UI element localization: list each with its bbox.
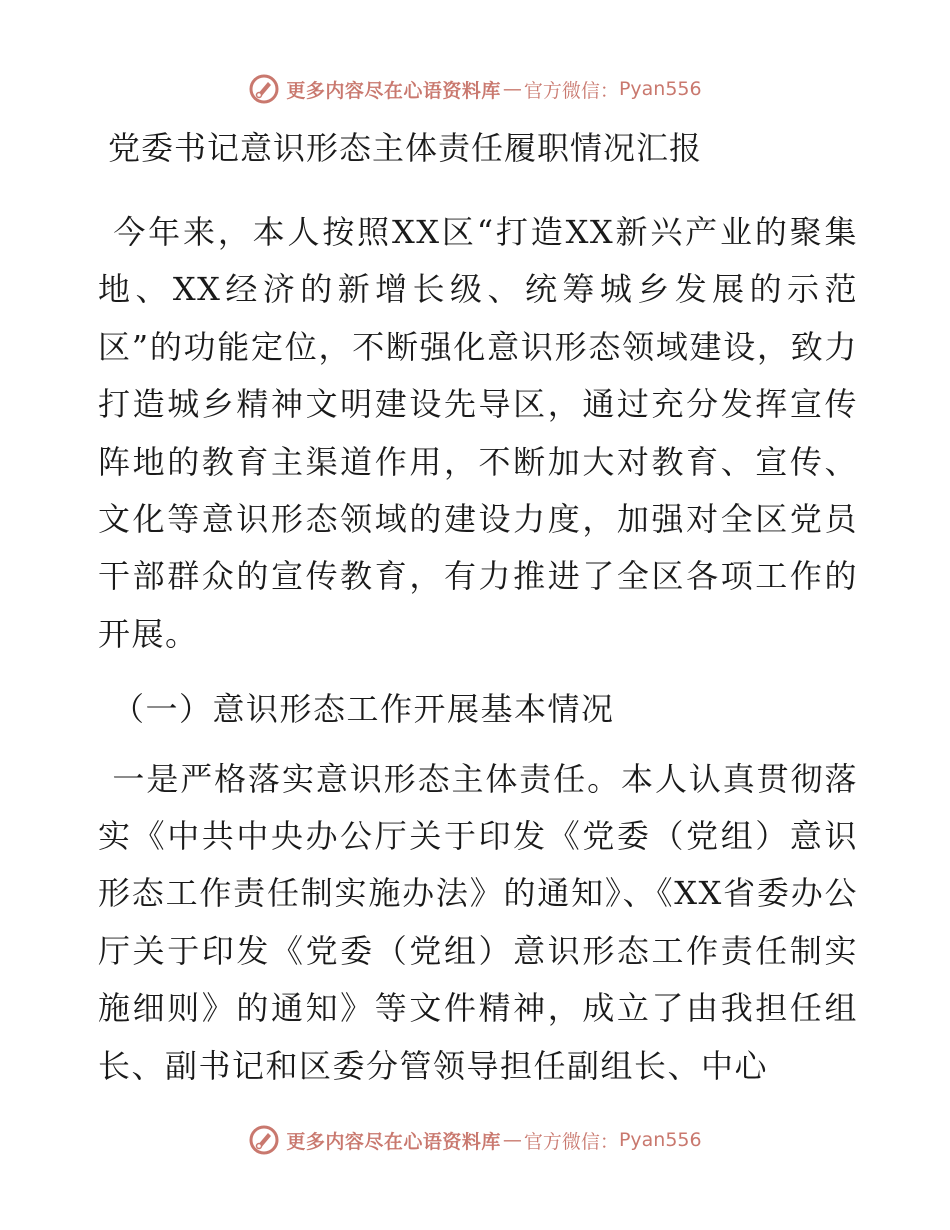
watermark-brand-text: 更多内容尽在心语资料库 [286,79,501,102]
brand-logo-icon [248,1124,280,1156]
paragraph-responsibility [98,751,858,1095]
watermark-dash: — [502,78,522,100]
watermark-wechat-label: 官方微信： [523,79,619,102]
document-title: 党委书记意识形态主体责任履职情况汇报 [108,129,703,167]
paragraph-intro [98,204,858,663]
watermark-brand-text: 更多内容尽在心语资料库 [286,1130,501,1153]
header-watermark [0,72,950,106]
document-body [98,120,858,1095]
brand-logo-icon [248,73,280,105]
section-heading-1: （一）意识形态工作开展基本情况 [112,690,615,729]
watermark-wechat-label: 官方微信： [523,1130,619,1153]
paragraph-intro-text: 今年来，本人按照XX区“打造XX新兴产业的聚集地、XX经济的新增长级、统筹城乡发展的示范区”的功能定位，不断强化意识形态领域建设，致力打造城乡精神文明建设先导区，通过充分发挥宣传阵地的教育主渠道作用，不断加大对教育、宣传、文化等意识形态领域的建设力度，加强对全区党员干部群众的宣传教育，有力推进了全区各项工作的开展。 [98,213,858,653]
paragraph-responsibility-text: 一是严格落实意识形态主体责任。本人认真贯彻落实《中共中央办公厅关于印发《党委（党组）意识形态工作责任制实施办法》的通知》、《XX省委办公厅关于印发《党委（党组）意识形态工作责任制实施细则》的通知》等文件精神，成立了由我担任组长、副书记和区委分管领导担任副组长、中心 [98,759,858,1085]
footer-watermark [0,1123,950,1157]
watermark-wechat-id: Pyan556 [618,78,702,100]
watermark-wechat-id: Pyan556 [618,1129,702,1151]
watermark-dash: — [502,1129,522,1151]
